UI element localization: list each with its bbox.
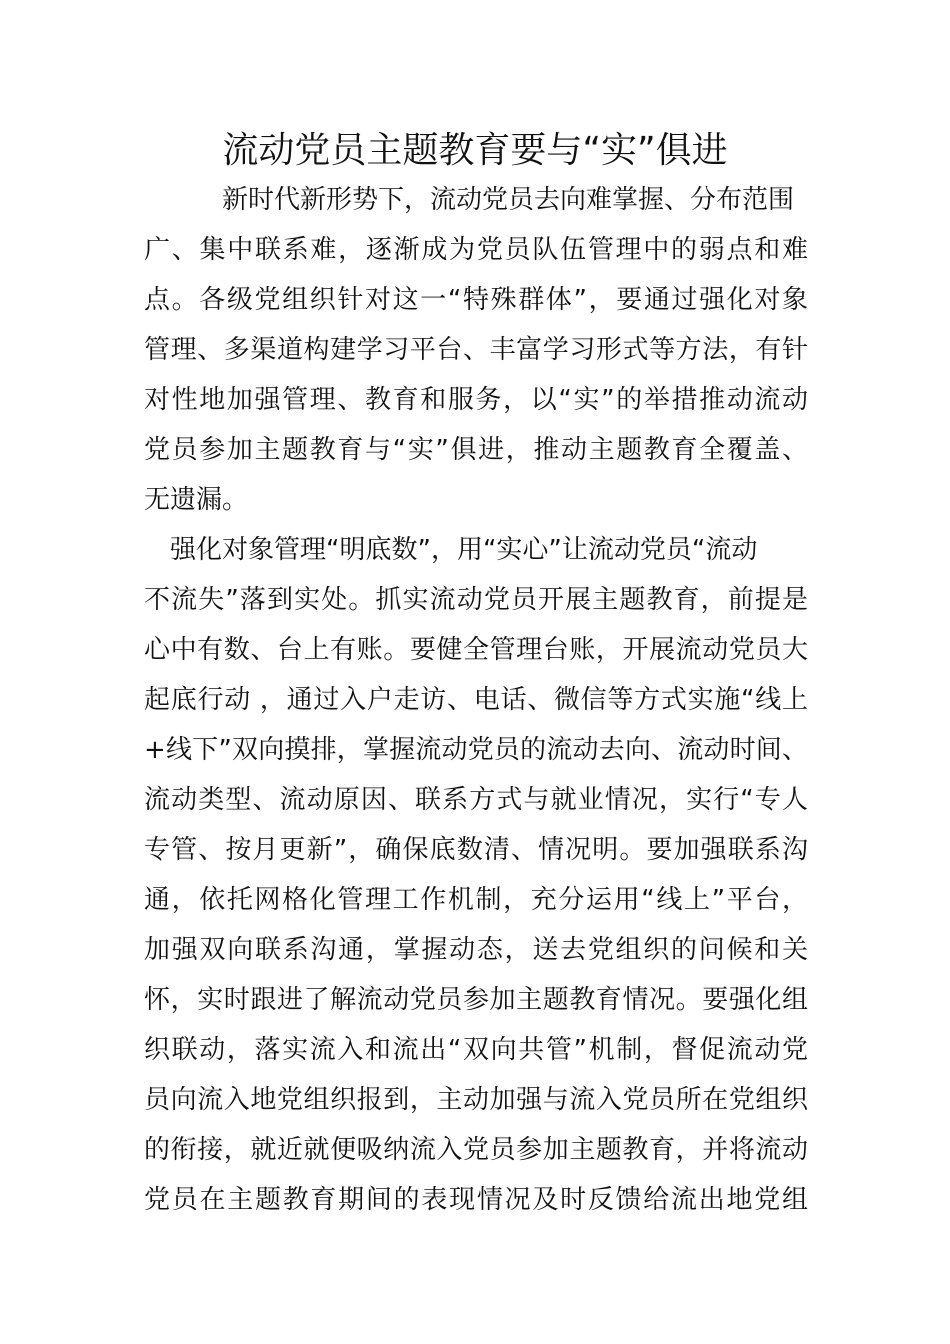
paragraph-line: 通，依托网格化管理工作机制，充分运用“线上”平台， [144,885,808,915]
paragraph-line: +线下”双向摸排，掌握流动党员的流动去向、流动时间、 [144,735,808,765]
paragraph-line: 专管、按月更新”，确保底数清、情况明。要加强联系沟 [144,835,808,865]
paragraph-line: 党员在主题教育期间的表现情况及时反馈给流出地党组 [144,1185,808,1215]
paragraph-line: 管理、多渠道构建学习平台、丰富学习形式等方法，有针 [144,335,808,365]
paragraph-line: 无遗漏。 [144,485,249,515]
paragraph-line: 员向流入地党组织报到，主动加强与流入党员所在党组织 [144,1085,808,1115]
paragraph-line: 加强双向联系沟通，掌握动态，送去党组织的问候和关 [144,935,808,965]
paragraph-line: 强化对象管理“明底数”，用“实心”让流动党员“流动 [170,535,758,565]
paragraph-line: 点。各级党组织针对这一“特殊群体”，要通过强化对象 [144,285,808,315]
document-title: 流动党员主题教育要与“实”俱进 [222,130,728,171]
paragraph-line: 不流失”落到实处。抓实流动党员开展主题教育，前提是 [144,585,808,615]
paragraph-line: 党员参加主题教育与“实”俱进，推动主题教育全覆盖、 [144,435,808,465]
paragraph-line: 的衔接，就近就便吸纳流入党员参加主题教育，并将流动 [144,1135,808,1165]
paragraph-line: 广、集中联系难，逐渐成为党员队伍管理中的弱点和难 [144,235,808,265]
paragraph-line: 起底行动 ，通过入户走访、电话、微信等方式实施“线上 [144,685,808,715]
paragraph-line: 织联动，落实流入和流出“双向共管”机制，督促流动党 [144,1035,808,1065]
paragraph-line: 流动类型、流动原因、联系方式与就业情况，实行“专人 [144,785,808,815]
paragraph-line: 对性地加强管理、教育和服务，以“实”的举措推动流动 [144,385,808,415]
paragraph-line: 新时代新形势下，流动党员去向难掌握、分布范围 [222,185,795,215]
paragraph-line: 怀，实时跟进了解流动党员参加主题教育情况。要强化组 [144,985,808,1015]
paragraph-line: 心中有数、台上有账。要健全管理台账，开展流动党员大 [144,635,808,665]
